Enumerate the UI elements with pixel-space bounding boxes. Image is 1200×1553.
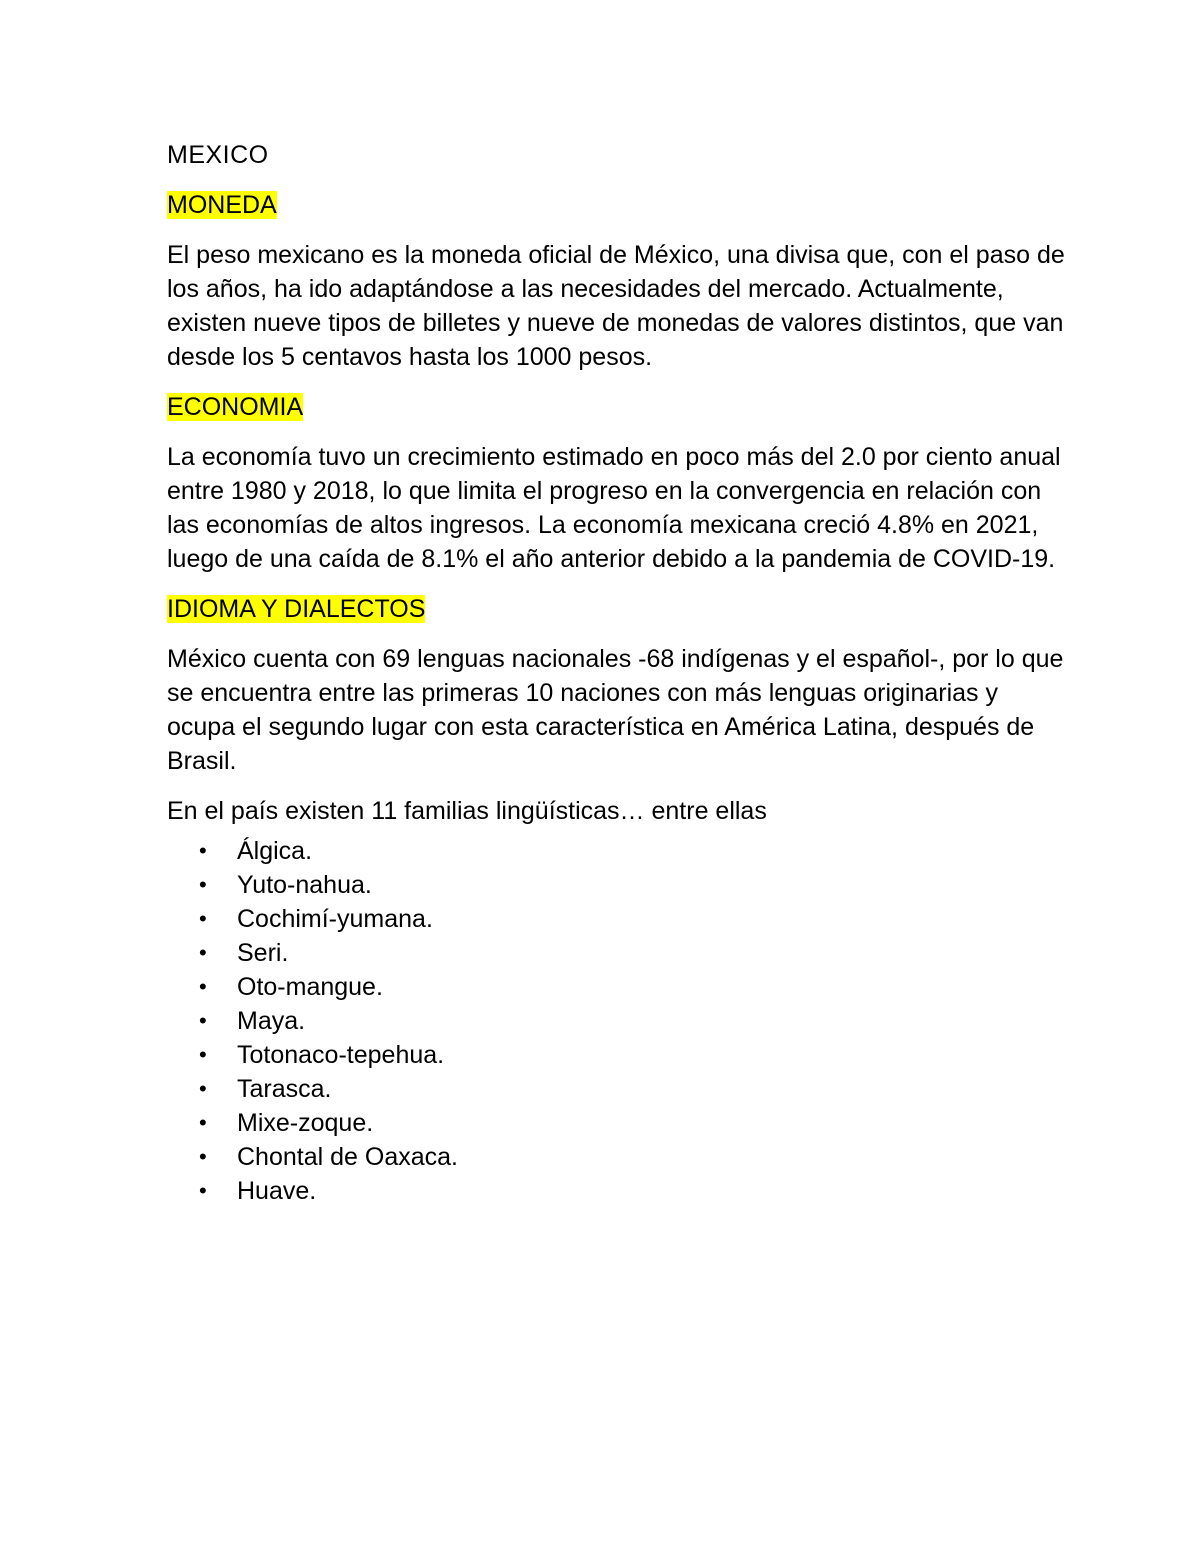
highlighted-heading-text: MONEDA [167,191,277,219]
bullet-icon: • [199,838,207,863]
paragraph-familias: En el país existen 11 familias lingüísticas… entre ellas [167,797,767,825]
list-item [167,868,1067,902]
list-item [167,1140,1067,1174]
list-item [167,902,1067,936]
list-item-text: Oto-mangue. [237,973,383,1001]
bullet-icon: • [199,1178,207,1203]
bullet-icon: • [199,872,207,897]
bullet-icon: • [199,974,207,999]
bullet-icon: • [199,1144,207,1169]
language-family-list [167,834,1067,1208]
list-item [167,1038,1067,1072]
list-item-text: Álgica. [237,837,313,865]
list-item [167,1174,1067,1208]
paragraph-moneda: El peso mexicano es la moneda oficial de México, una divisa que, con el paso de los años, ha ido adaptándose a las necesidades del mercado. Actualmente, existen nueve tipos de billetes y nueve de monedas de valores distintos, que van desde los 5 centavos hasta los 1000 pesos. [167,241,1065,371]
list-item-text: Seri. [237,939,289,967]
list-item-text: Maya. [237,1007,306,1035]
highlighted-heading-text: IDIOMA Y DIALECTOS [167,595,426,623]
list-item-text: Yuto-nahua. [237,871,372,899]
list-item-text: Mixe-zoque. [237,1109,374,1137]
paragraph-idioma: México cuenta con 69 lenguas nacionales -68 indígenas y el español-, por lo que se encuentra entre las primeras 10 naciones con más lenguas originarias y ocupa el segundo lugar con esta característica en América Latina, después de Brasil. [167,645,1064,775]
bullet-icon: • [199,906,207,931]
bullet-icon: • [199,1110,207,1135]
bullet-icon: • [199,1076,207,1101]
list-item [167,1072,1067,1106]
list-item [167,1004,1067,1038]
bullet-icon: • [199,1042,207,1067]
document-page [167,138,1067,1208]
bullet-icon: • [199,940,207,965]
list-item-text: Huave. [237,1177,317,1205]
document-title: MEXICO [167,141,269,169]
list-item-text: Tarasca. [237,1075,332,1103]
list-item [167,834,1067,868]
list-item [167,970,1067,1004]
list-item [167,1106,1067,1140]
highlighted-heading-text: ECONOMIA [167,393,304,421]
section-heading-moneda [167,188,1067,222]
bullet-icon: • [199,1008,207,1033]
list-item-text: Chontal de Oaxaca. [237,1143,458,1171]
section-heading-idioma [167,592,1067,626]
list-item [167,936,1067,970]
section-heading-economia [167,390,1067,424]
list-item-text: Cochimí-yumana. [237,905,433,933]
paragraph-economia: La economía tuvo un crecimiento estimado en poco más del 2.0 por ciento anual entre 1980 y 2018, lo que limita el progreso en la convergencia en relación con las economías de altos ingresos. La economía mexicana creció 4.8% en 2021, luego de una caída de 8.1% el año anterior debido a la pandemia de COVID-19. [167,443,1061,573]
list-item-text: Totonaco-tepehua. [237,1041,445,1069]
